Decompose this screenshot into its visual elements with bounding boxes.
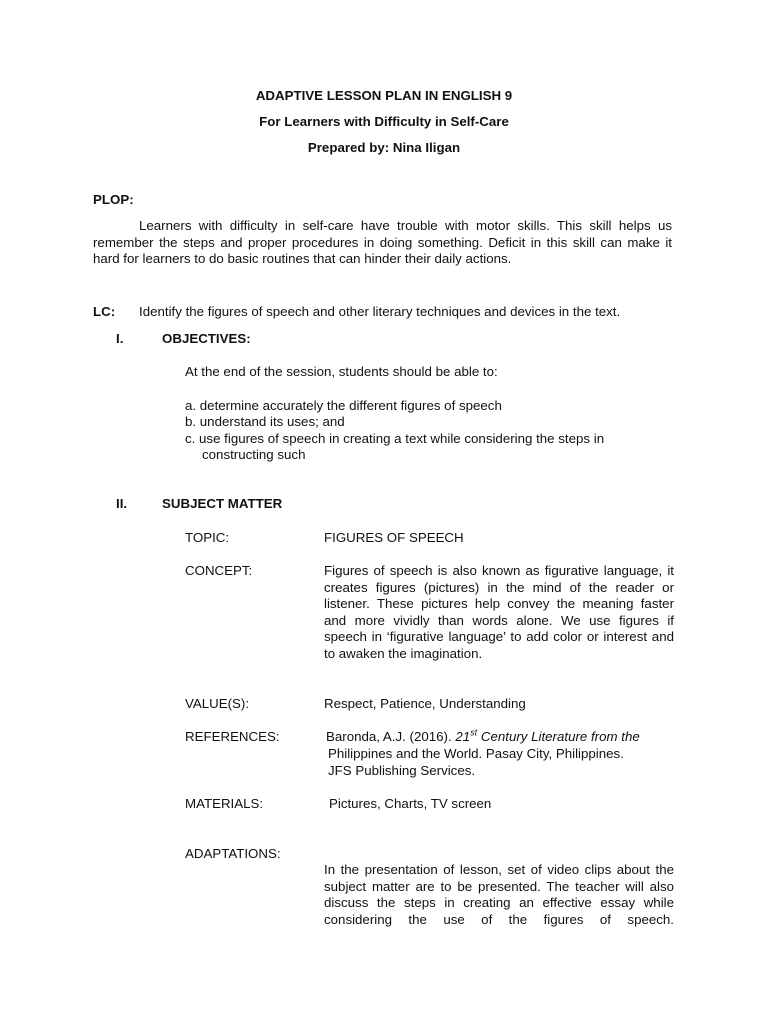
references-ordinal: 21: [455, 729, 471, 744]
concept-value: Figures of speech is also known as figurative language, it creates figures (pictures) in the mind of the reader or listener. These pictures help convey the meaning faster and more vividly than words alone. We use figures if speech in ‘figurative language’ to add color or interest and to awaken the imagination.: [324, 563, 674, 661]
objective-item-c: c. use figures of speech in creating a text while considering the steps in: [185, 431, 605, 446]
values-label: VALUE(S):: [185, 696, 250, 711]
references-author: Baronda, A.J. (2016).: [326, 729, 456, 744]
references-line-2: Philippines and the World. Pasay City, Philippines.: [328, 746, 624, 761]
topic-label: TOPIC:: [185, 530, 230, 545]
lc-label: LC:: [93, 304, 116, 319]
document-subtitle: For Learners with Difficulty in Self-Care: [259, 114, 509, 129]
values-value: Respect, Patience, Understanding: [324, 696, 526, 711]
references-line-1: [326, 729, 640, 746]
adaptations-label: ADAPTATIONS:: [185, 846, 281, 861]
objectives-heading: OBJECTIVES:: [162, 331, 251, 346]
concept-label: CONCEPT:: [185, 563, 253, 578]
objectives-intro: At the end of the session, students should be able to:: [185, 364, 498, 379]
subject-matter-numeral: II.: [116, 496, 128, 511]
materials-value: Pictures, Charts, TV screen: [329, 796, 492, 811]
prepared-by: Prepared by: Nina Iligan: [307, 140, 461, 155]
lc-text: Identify the figures of speech and other literary techniques and devices in the text.: [139, 304, 621, 319]
plop-label: PLOP:: [93, 192, 134, 207]
plop-text: Learners with difficulty in self-care have trouble with motor skills. This skill helps us remember the steps and proper procedures in doing something. Deficit in this skill can make it hard for learners to do basic routines that can hinder their daily actions.: [93, 218, 672, 267]
adaptations-value: In the presentation of lesson, set of video clips about the subject matter are to be presented. The teacher will also discuss the steps in creating an effective essay while considering the use of the figures of speech.: [324, 862, 674, 927]
objectives-numeral: I.: [116, 331, 124, 346]
document-title: ADAPTIVE LESSON PLAN IN ENGLISH 9: [255, 88, 513, 103]
topic-value: FIGURES OF SPEECH: [324, 530, 464, 545]
references-ordinal-suffix: st: [470, 727, 478, 738]
objective-item-c-continued: constructing such: [202, 447, 306, 462]
objective-item-b: b. understand its uses; and: [185, 414, 345, 429]
references-label: REFERENCES:: [185, 729, 280, 744]
subject-matter-heading: SUBJECT MATTER: [162, 496, 283, 511]
materials-label: MATERIALS:: [185, 796, 264, 811]
objective-item-a: a. determine accurately the different figures of speech: [185, 398, 502, 413]
references-line-3: JFS Publishing Services.: [328, 763, 476, 778]
references-title: Century Literature from the: [477, 729, 640, 744]
